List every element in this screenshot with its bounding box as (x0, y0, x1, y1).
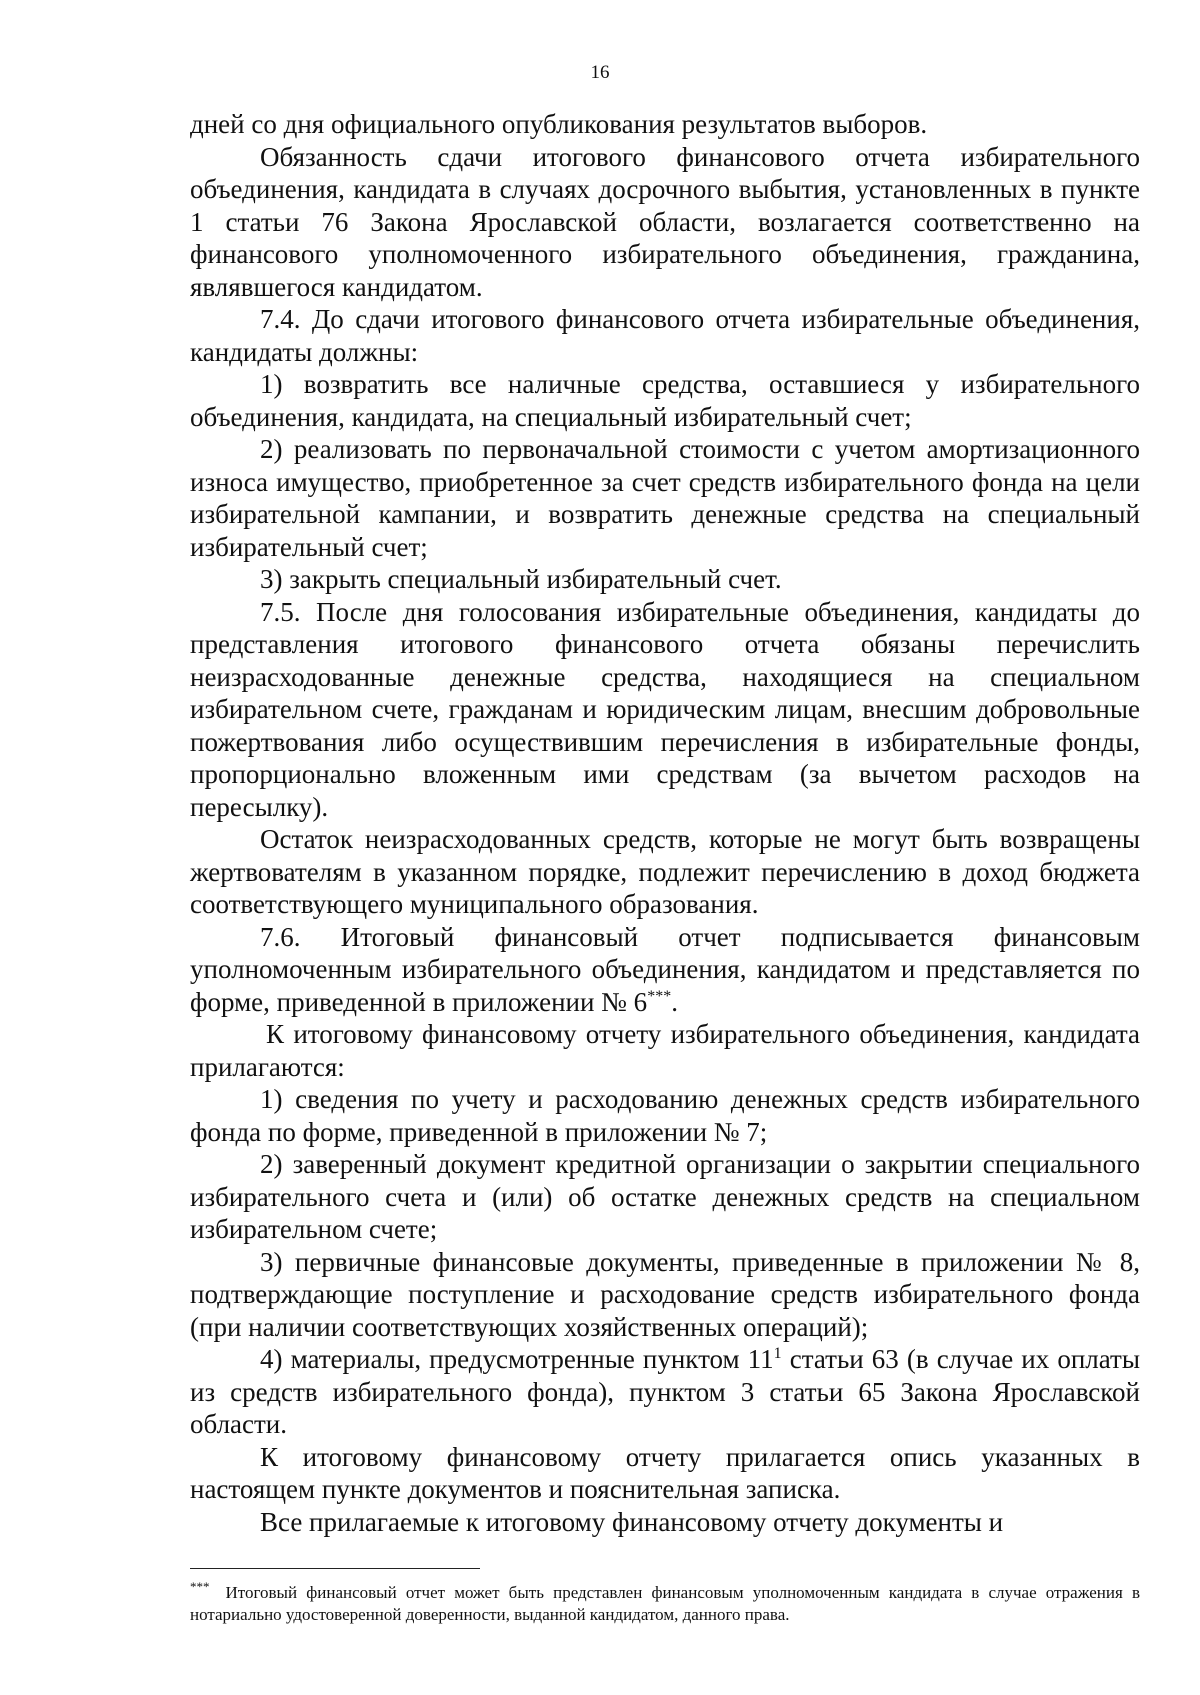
paragraph: Остаток неизрасходованных средств, которые не могут быть возвращены жертвователям в указанном порядке, подлежит перечислению в доход бюджета соответствующего муниципального образования. (190, 824, 1140, 919)
paragraph-7-6 (190, 921, 1140, 1019)
list-item: 1) возвратить все наличные средства, оставшиеся у избирательного объединения, кандидата, на специальный избирательный счет; (190, 369, 1140, 432)
list-item: 3) закрыть специальный избирательный счет. (260, 564, 782, 594)
paragraph-7-4: 7.4. До сдачи итогового финансового отчета избирательные объединения, кандидаты должны: (190, 304, 1140, 367)
paragraph: Обязанность сдачи итогового финансового отчета избирательного объединения, кандидата в случаях досрочного выбытия, установленных в пункте 1 статьи 76 Закона Ярославской области, возлагается соответственно на финансового уполномоченного избирательного объединения, гражданина, являвшегося кандидатом. (190, 141, 1140, 302)
paragraph: К итоговому финансовому отчету прилагается опись указанных в настоящем пункте документов и пояснительная записка. (190, 1441, 1140, 1504)
paragraph-7-5: 7.5. После дня голосования избирательные объединения, кандидаты до представления итогового финансового отчета обязаны перечислить неизрасходованные денежные средства, находящиеся на специальном избирательном счете, гражданам и юридическим лицам, внесшим добровольные пожертвования либо осуществившим перечисления в избирательные фонды, пропорционально вложенным ими средствам (за вычетом расходов на пересылку). (190, 596, 1140, 822)
list-item: 1) сведения по учету и расходованию денежных средств избирательного фонда по форме, приведенной в приложении № 7; (190, 1084, 1140, 1147)
paragraph: К итоговому финансовому отчету избирательного объединения, кандидата прилагаются: (190, 1019, 1140, 1082)
page-number: 16 (590, 62, 610, 83)
paragraph: Все прилагаемые к итоговому финансовому отчету документы и (260, 1506, 1004, 1537)
document-body (190, 108, 1140, 1538)
list-item-text: 4) материалы, предусмотренные пунктом 11 (260, 1344, 774, 1374)
footnote-reference: *** (647, 987, 672, 1005)
paragraph: дней со дня официального опубликования результатов выборов. (190, 109, 928, 139)
list-item (190, 1343, 1140, 1441)
paragraph-tail: . (671, 986, 678, 1017)
superscript: 1 (773, 1345, 782, 1362)
footnote-marker: *** (190, 1579, 210, 1595)
list-item: 2) заверенный документ кредитной организации о закрытии специального избирательного счета и (или) об остатке денежных средств на специальном избирательном счете; (190, 1149, 1140, 1244)
footnote (190, 1579, 1140, 1626)
list-item: 2) реализовать по первоначальной стоимости с учетом амортизационного износа имущество, приобретенное за счет средств избирательного фонда на цели избирательной кампании, и возвратить денежные средства на специальный избирательный счет; (190, 434, 1140, 562)
paragraph-text: 7.6. Итоговый финансовый отчет подписывается финансовым уполномоченным избирательного объединения, кандидатом и представляется по форме, приведенной в приложении № 6 (190, 921, 1140, 1017)
list-item: 3) первичные финансовые документы, приведенные в приложении № 8, подтверждающие поступление и расходование средств избирательного фонда (при наличии соответствующих хозяйственных операций); (190, 1246, 1140, 1342)
footnote-text: Итоговый финансовый отчет может быть представлен финансовым уполномоченным кандидата в случае отражения в нотариально удостоверенной доверенности, выданной кандидатом, данного права. (190, 1583, 1140, 1624)
list-item-text: статьи 63 (в случае их оплаты из средств избирательного фонда), пунктом 3 статьи 65 Закона Ярославской области. (190, 1344, 1140, 1439)
footnote-divider (190, 1568, 480, 1569)
